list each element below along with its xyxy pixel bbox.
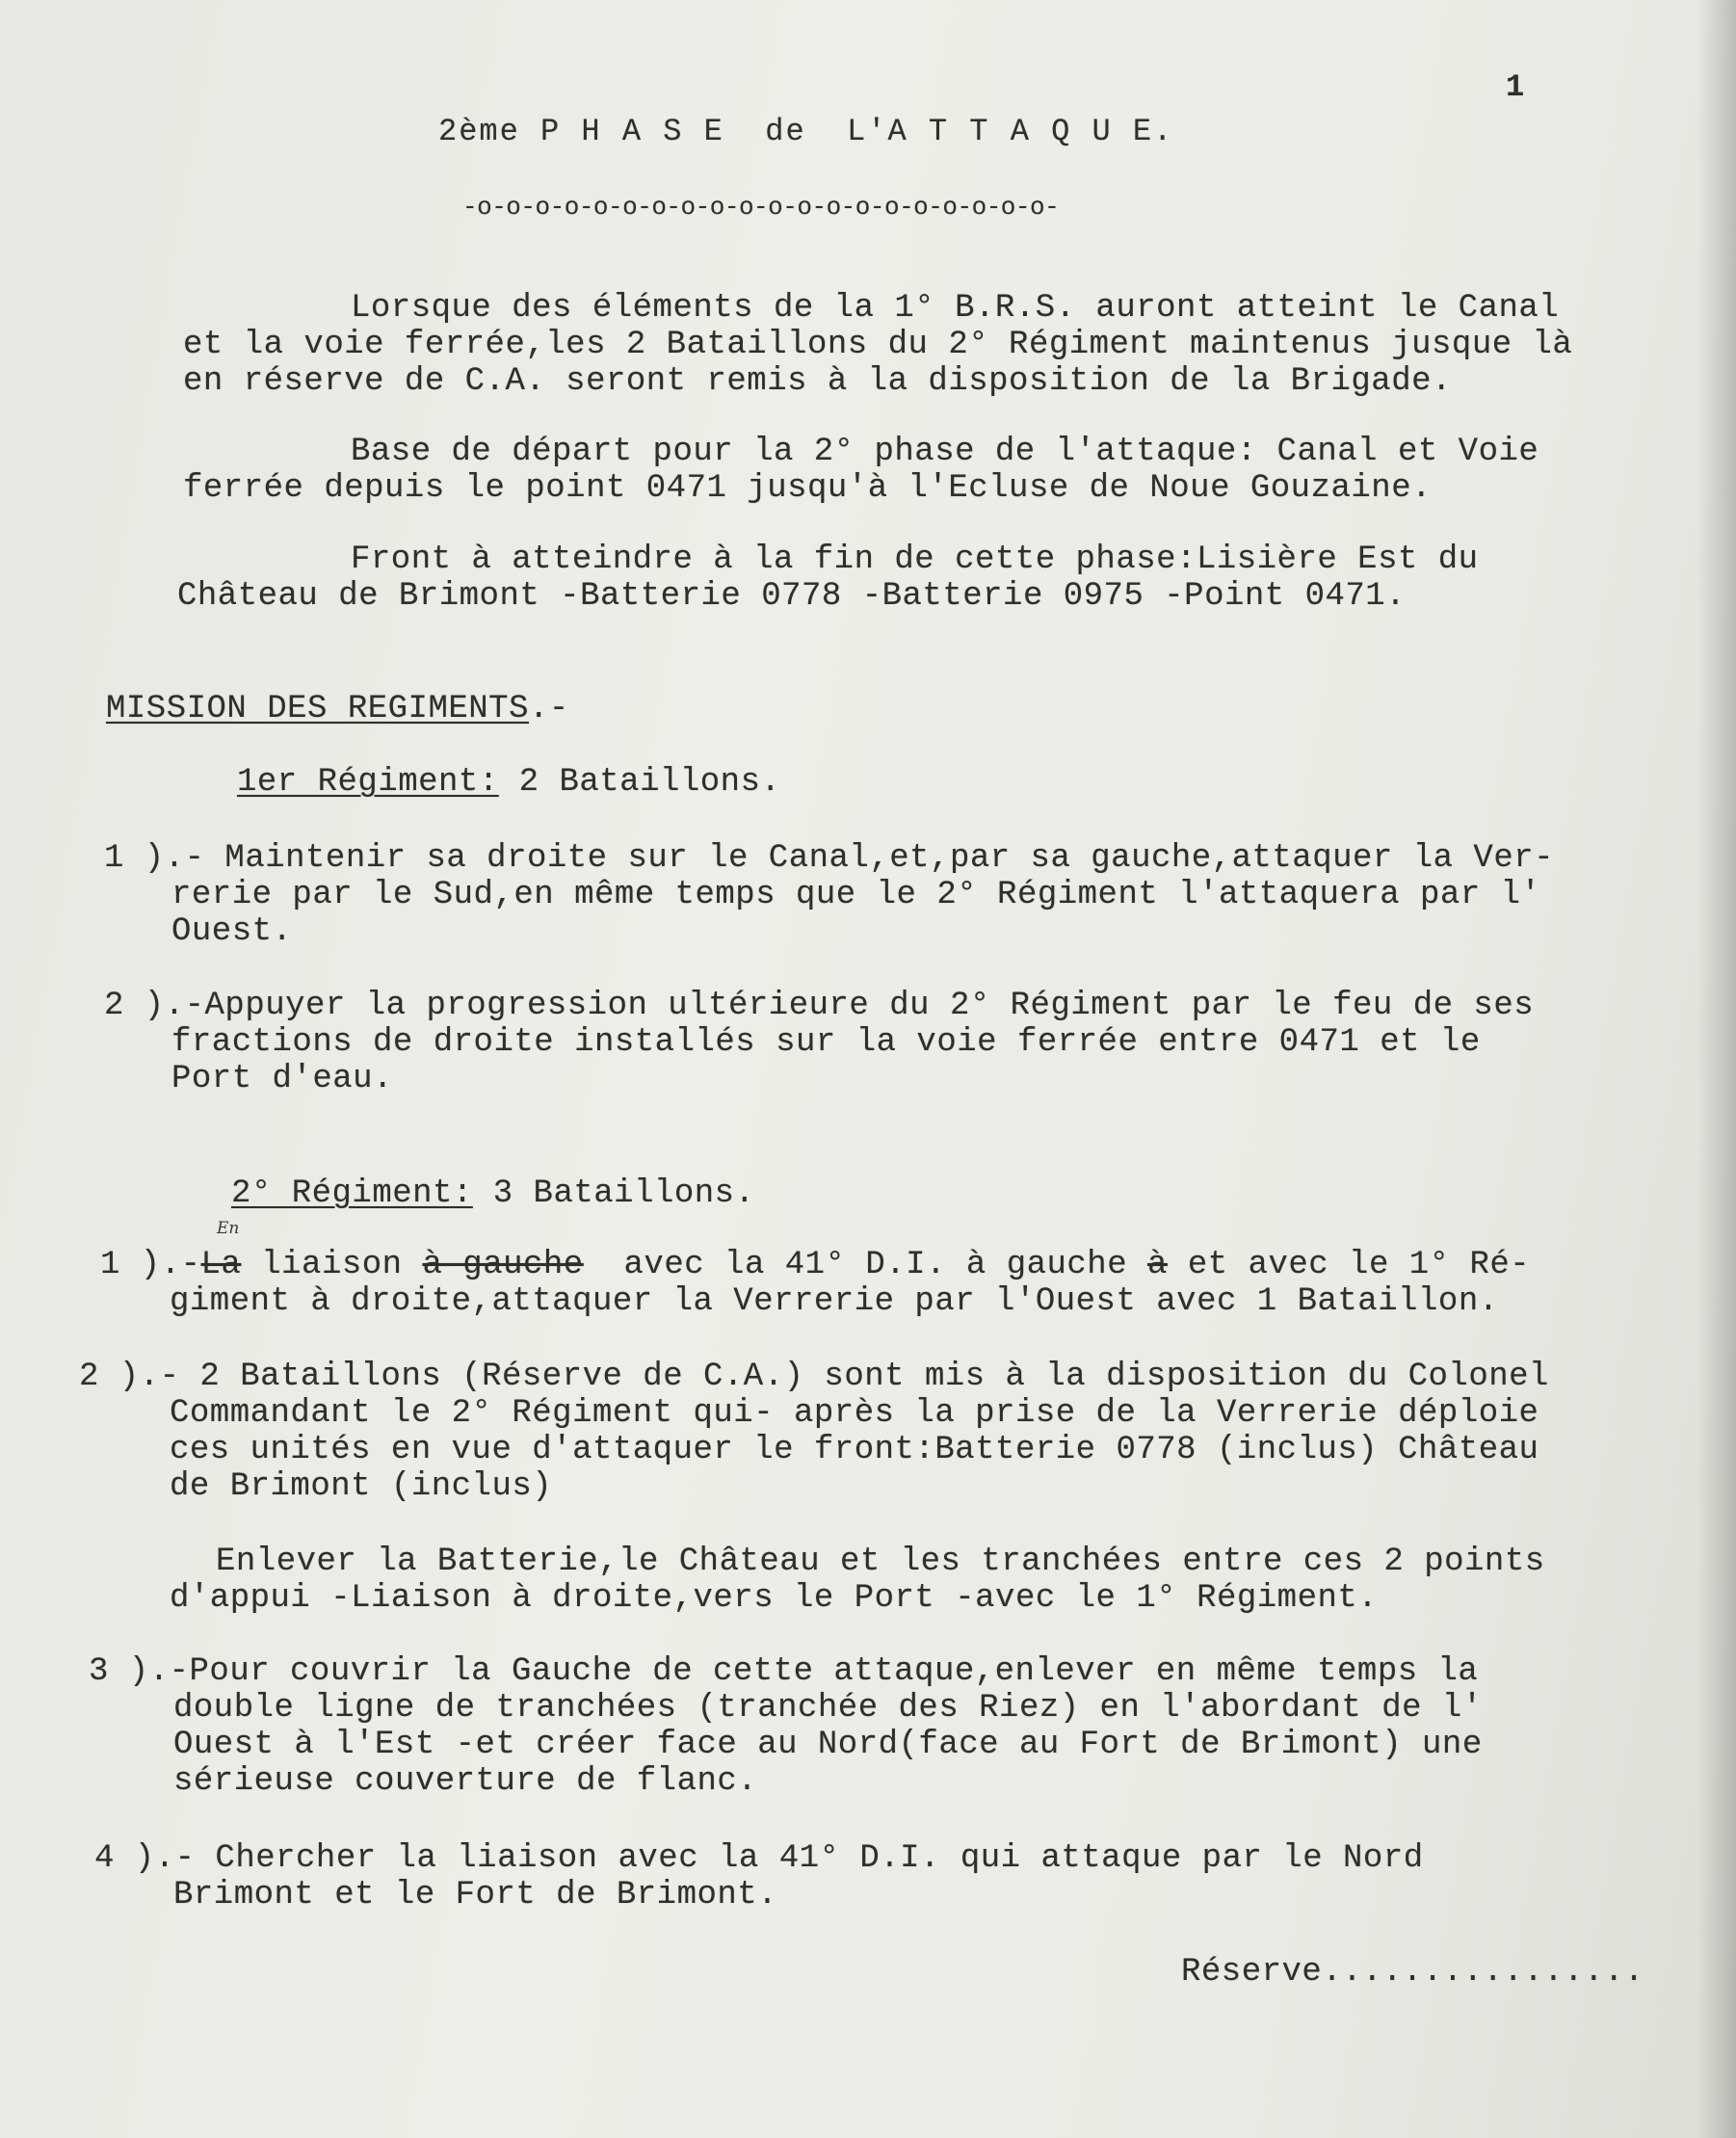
reg1-item2-line2: fractions de droite installés sur la voie ferrée entre 0471 et le (171, 1024, 1481, 1061)
reg2-item2-line4: de Brimont (inclus) (170, 1468, 553, 1505)
reg2-item1-struck-la: La (200, 1247, 242, 1283)
reg1-heading (237, 764, 780, 801)
reg2-item2-line1: 2 ).- 2 Bataillons (Réserve de C.A.) sont mis à la disposition du Colonel (79, 1359, 1549, 1395)
reg2-item1-line1 (100, 1247, 1530, 1283)
mission-heading (106, 691, 569, 727)
handwritten-note: En (217, 1219, 240, 1238)
reg2-item2-line3: ces unités en vue d'attaquer le front:Batterie 0778 (inclus) Château (170, 1432, 1539, 1468)
mission-heading-text: MISSION DES REGIMENTS (106, 691, 529, 727)
reg2-item1-prefix: 1 ).- (100, 1247, 201, 1283)
mission-heading-suffix: .- (528, 691, 569, 727)
page-edge-shadow (1697, 0, 1736, 2138)
reg2-item2b-line2: d'appui -Liaison à droite,vers le Port -avec le 1° Régiment. (170, 1580, 1379, 1617)
intro-p3-line1: Front à atteindre à la fin de cette phase:Lisière Est du (351, 541, 1479, 578)
reg2-item1-end: avec la 41° D.I. à gauche (583, 1247, 1148, 1283)
reserve-footer: Réserve................ (1181, 1954, 1644, 1991)
reg2-item1-mid: liaison (241, 1247, 423, 1283)
reg2-item4-line1: 4 ).- Chercher la liaison avec la 41° D.I. qui attaque par le Nord (94, 1840, 1424, 1877)
intro-p1-line2: et la voie ferrée,les 2 Bataillons du 2° Régiment maintenus jusque là (183, 327, 1573, 363)
reg2-heading-rest: 3 Bataillons. (472, 1175, 755, 1212)
document-title: 2ème P H A S E de L'A T T A Q U E. (438, 114, 1174, 149)
reg1-item2-line3: Port d'eau. (171, 1061, 393, 1097)
reg2-item1-struck-a-gauche: à gauche (422, 1247, 584, 1283)
page-number: 1 (1506, 69, 1525, 105)
reg2-heading-label: 2° Régiment: (231, 1175, 473, 1212)
reg1-item2-line1: 2 ).-Appuyer la progression ultérieure du 2° Régiment par le feu de ses (104, 988, 1535, 1024)
reg2-item3-line2: double ligne de tranchées (tranchée des Riez) en l'abordant de l' (173, 1690, 1483, 1727)
reg2-heading (231, 1175, 755, 1212)
reg2-item3-line4: sérieuse couverture de flanc. (173, 1763, 758, 1800)
reg2-item1-line2: giment à droite,attaquer la Verrerie par l'Ouest avec 1 Bataillon. (170, 1283, 1499, 1320)
reg1-item1-line3: Ouest. (171, 913, 293, 950)
reg1-item1-line1: 1 ).- Maintenir sa droite sur le Canal,et,par sa gauche,attaquer la Ver- (104, 840, 1555, 877)
reg2-item2b-line1: Enlever la Batterie,le Château et les tranchées entre ces 2 points (216, 1544, 1545, 1580)
reg1-heading-label: 1er Régiment: (237, 764, 499, 801)
reg2-item3-line1: 3 ).-Pour couvrir la Gauche de cette attaque,enlever en même temps la (89, 1653, 1479, 1690)
intro-p2-line2: ferrée depuis le point 0471 jusqu'à l'Ecluse de Noue Gouzaine. (183, 470, 1433, 507)
intro-p1-line3: en réserve de C.A. seront remis à la disposition de la Brigade. (183, 363, 1452, 400)
reg2-item1-end2: et avec le 1° Ré- (1167, 1247, 1531, 1283)
reg1-heading-rest: 2 Bataillons. (498, 764, 781, 801)
reg2-item3-line3: Ouest à l'Est -et créer face au Nord(face au Fort de Brimont) une (173, 1727, 1483, 1763)
reg2-item4-line2: Brimont et le Fort de Brimont. (173, 1877, 778, 1914)
intro-p2-line1: Base de départ pour la 2° phase de l'attaque: Canal et Voie (351, 434, 1539, 470)
reg2-item2-line2: Commandant le 2° Régiment qui- après la prise de la Verrerie déploie (170, 1395, 1539, 1432)
reg2-item1-struck-a: à (1147, 1247, 1168, 1283)
reg1-item1-line2: rerie par le Sud,en même temps que le 2° Régiment l'attaquera par l' (171, 877, 1541, 913)
intro-p1-line1: Lorsque des éléments de la 1° B.R.S. auront atteint le Canal (351, 290, 1560, 327)
title-separator: -o-o-o-o-o-o-o-o-o-o-o-o-o-o-o-o-o-o-o-o- (462, 193, 1060, 222)
intro-p3-line2: Château de Brimont -Batterie 0778 -Batterie 0975 -Point 0471. (177, 578, 1407, 615)
